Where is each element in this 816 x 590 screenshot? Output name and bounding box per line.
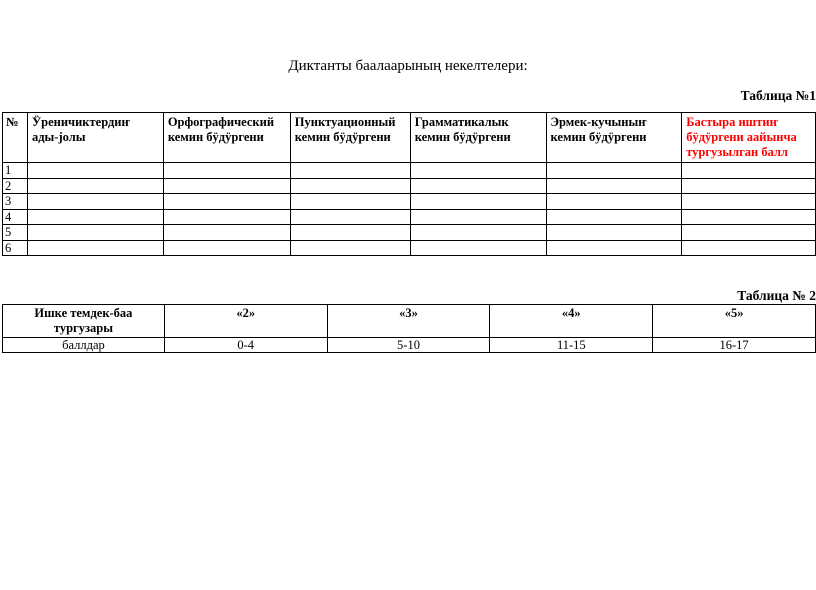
points-grade-2: 0-4	[164, 338, 327, 353]
table-cell[interactable]	[163, 225, 290, 241]
table-cell[interactable]	[163, 209, 290, 225]
table-row	[3, 163, 816, 179]
table-cell[interactable]	[410, 225, 546, 241]
table-cell[interactable]	[290, 209, 410, 225]
header-grammar: Грамматикалык кемин бӱдӱргени	[410, 113, 546, 163]
header-spelling: Орфографический кемин бӱдӱргени	[163, 113, 290, 163]
table-row	[3, 209, 816, 225]
table-cell[interactable]	[682, 163, 816, 179]
table-cell[interactable]	[163, 163, 290, 179]
row-number: 4	[3, 209, 28, 225]
table-cell[interactable]	[682, 194, 816, 210]
table-row	[3, 338, 816, 353]
table-cell[interactable]	[163, 178, 290, 194]
table-cell[interactable]	[163, 240, 290, 256]
grading-table	[2, 304, 816, 353]
table-cell[interactable]	[546, 225, 682, 241]
table-cell[interactable]	[410, 163, 546, 179]
table-cell[interactable]	[27, 240, 163, 256]
header-grade-5: «5»	[653, 305, 816, 338]
table-cell[interactable]	[682, 240, 816, 256]
table-cell[interactable]	[682, 225, 816, 241]
header-grade-4: «4»	[490, 305, 653, 338]
table-cell[interactable]	[27, 194, 163, 210]
row-number: 5	[3, 225, 28, 241]
table-cell[interactable]	[27, 209, 163, 225]
table-cell[interactable]	[682, 178, 816, 194]
header-number: №	[3, 113, 28, 163]
table-row	[3, 240, 816, 256]
table-cell[interactable]	[410, 240, 546, 256]
table-cell[interactable]	[546, 194, 682, 210]
table-cell[interactable]	[410, 178, 546, 194]
table-cell[interactable]	[546, 163, 682, 179]
table-row	[3, 225, 816, 241]
header-grade-label: Ишке темдек-баа тургузары	[3, 305, 165, 338]
table-cell[interactable]	[290, 194, 410, 210]
row-number: 2	[3, 178, 28, 194]
table2-header-row	[3, 305, 816, 338]
table-cell[interactable]	[410, 209, 546, 225]
table1-caption: Таблица №1	[740, 88, 816, 103]
table-cell[interactable]	[546, 209, 682, 225]
points-grade-3: 5-10	[327, 338, 490, 353]
table-row	[3, 194, 816, 210]
table-cell[interactable]	[682, 209, 816, 225]
table-cell[interactable]	[290, 163, 410, 179]
table-cell[interactable]	[27, 178, 163, 194]
table-row	[3, 178, 816, 194]
row-number: 3	[3, 194, 28, 210]
row-number: 1	[3, 163, 28, 179]
table-cell[interactable]	[290, 240, 410, 256]
points-label: баллдар	[3, 338, 165, 353]
table1-header-row	[3, 113, 816, 163]
table-cell[interactable]	[410, 194, 546, 210]
dictation-table	[2, 112, 816, 256]
header-student-name: Ӱреничиктердиҥ ады-јолы	[27, 113, 163, 163]
header-punctuation: Пунктуационный кемин бӱдӱргени	[290, 113, 410, 163]
table-cell[interactable]	[290, 178, 410, 194]
table-cell[interactable]	[290, 225, 410, 241]
table-cell[interactable]	[27, 163, 163, 179]
header-speech: Эрмек-кучыныҥ кемин бӱдӱргени	[546, 113, 682, 163]
points-grade-5: 16-17	[653, 338, 816, 353]
page-title	[0, 58, 816, 75]
table2-caption: Таблица № 2	[737, 288, 816, 303]
page-title-text: Диктанты баалаарының некелтелери:	[288, 58, 528, 74]
table-cell[interactable]	[546, 178, 682, 194]
header-total-score: Бастыра иштиҥ бӱдӱргени аайынча тургузылган балл	[682, 113, 816, 163]
row-number: 6	[3, 240, 28, 256]
header-grade-2: «2»	[164, 305, 327, 338]
points-grade-4: 11-15	[490, 338, 653, 353]
table-cell[interactable]	[163, 194, 290, 210]
header-grade-3: «3»	[327, 305, 490, 338]
table-cell[interactable]	[546, 240, 682, 256]
table-cell[interactable]	[27, 225, 163, 241]
